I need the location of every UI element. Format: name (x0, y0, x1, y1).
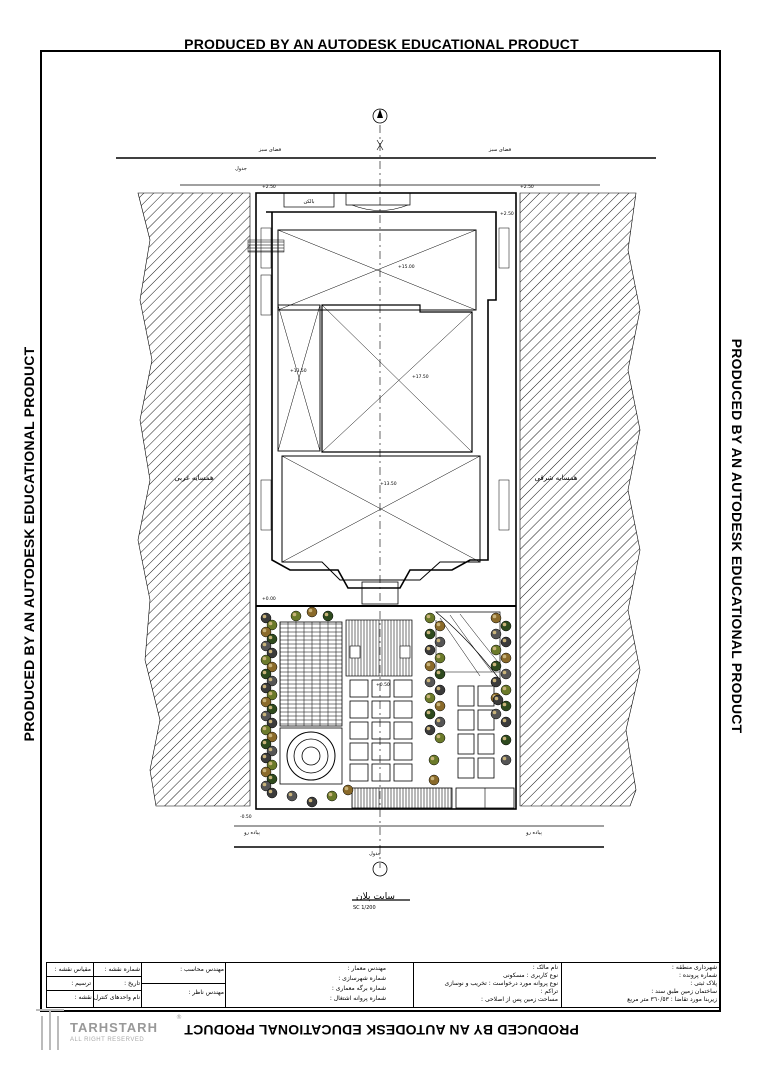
paving-tile (350, 764, 368, 781)
tree-highlight (493, 711, 497, 715)
roof-panel-west (278, 305, 320, 451)
tree-icon (291, 611, 301, 621)
central-paving (350, 680, 412, 781)
tree-highlight (263, 657, 267, 661)
roof-panel-center (322, 305, 472, 452)
tb-text: شماره شهرسازی : (338, 975, 386, 982)
logo-name: TARHSTARH (70, 1020, 158, 1035)
tree-icon (307, 607, 317, 617)
paving-tile (394, 701, 412, 718)
tree-icon (425, 693, 435, 703)
tree-icon (501, 637, 511, 647)
level-mark: +13.50 (290, 369, 307, 374)
title-block-col-municipality (561, 963, 721, 1007)
street-label-top-left: فضای سبز (258, 147, 282, 153)
tree-icon (491, 645, 501, 655)
tree-highlight (263, 699, 267, 703)
tree-icon (501, 735, 511, 745)
watermark-right: PRODUCED BY AN AUTODESK EDUCATIONAL PRODUCT (729, 338, 745, 734)
tree-highlight (493, 679, 497, 683)
tree-highlight (309, 799, 313, 803)
tree-icon (491, 613, 501, 623)
tree-icon (491, 677, 501, 687)
tree-highlight (437, 655, 441, 659)
level-mark: +15.00 (398, 265, 415, 270)
tree-highlight (263, 685, 267, 689)
tree-icon (501, 685, 511, 695)
paving-tile (458, 758, 474, 778)
tree-icon (491, 709, 501, 719)
paving-tile (350, 722, 368, 739)
tree-icon (501, 669, 511, 679)
west-deck (280, 622, 342, 726)
tree-highlight (269, 692, 273, 696)
tb-text: تراکم : (540, 988, 558, 995)
tree-highlight (269, 664, 273, 668)
tree-highlight (503, 703, 507, 707)
paving-tile (372, 764, 390, 781)
tb-text: نام مالک : (532, 964, 558, 971)
tree-icon (307, 797, 317, 807)
east-curved-garden (436, 612, 500, 680)
tree-highlight (437, 671, 441, 675)
tree-highlight (503, 671, 507, 675)
east-paving (458, 686, 494, 778)
title-block-col-engineers (141, 963, 226, 1007)
tree-highlight (269, 734, 273, 738)
tree-highlight (427, 695, 431, 699)
tree-icon (343, 785, 353, 795)
tree-highlight (503, 757, 507, 761)
sidewalk-right-label: پیاده رو (526, 830, 542, 836)
tree-highlight (263, 769, 267, 773)
tb-text: مهندس محاسب : (180, 966, 224, 973)
tree-highlight (431, 757, 435, 761)
level-mark: +2.50 (520, 185, 534, 190)
logo-subtitle: ALL RIGHT RESERVED (70, 1037, 145, 1043)
tree-highlight (325, 613, 329, 617)
roof-panel-north (278, 230, 476, 310)
tb-text: شماره برگه معماری : (331, 985, 386, 992)
tree-icon (425, 645, 435, 655)
tree-highlight (427, 679, 431, 683)
tree-highlight (289, 793, 293, 797)
tree-icon (435, 637, 445, 647)
tree-highlight (263, 755, 267, 759)
tb-text: تاریخ : (124, 980, 140, 987)
tree-icon (435, 621, 445, 631)
tree-highlight (269, 636, 273, 640)
tree-highlight (437, 623, 441, 627)
tree-highlight (263, 741, 267, 745)
level-mark: +13.50 (380, 482, 397, 487)
tree-highlight (493, 647, 497, 651)
paving-tile (372, 743, 390, 760)
paving-tile (394, 722, 412, 739)
paving-tile (394, 743, 412, 760)
tree-highlight (309, 609, 313, 613)
tree-highlight (263, 643, 267, 647)
tree-icon (501, 621, 511, 631)
tree-icon (323, 611, 333, 621)
tree-icon (267, 788, 277, 798)
watermark-bottom: PRODUCED BY AN AUTODESK EDUCATIONAL PRODUCT (184, 1022, 579, 1038)
paving-tile (350, 680, 368, 697)
tree-highlight (437, 687, 441, 691)
east-neighbor-label: همسایه شرقی (534, 474, 578, 482)
paving-tile (478, 734, 494, 754)
tree-icon (425, 677, 435, 687)
tree-highlight (269, 650, 273, 654)
tree-highlight (269, 706, 273, 710)
level-mark: +2.50 (500, 212, 514, 217)
tree-icon (501, 755, 511, 765)
tree-icon (491, 629, 501, 639)
tree-highlight (269, 678, 273, 682)
tb-text: ترسیم : (71, 980, 91, 987)
tree-highlight (263, 629, 267, 633)
watermark-left: PRODUCED BY AN AUTODESK EDUCATIONAL PRODUCT (21, 346, 37, 742)
level-mark: +17.50 (412, 375, 429, 380)
south-wall (352, 788, 452, 808)
street-label-top-right: فضای سبز (488, 147, 512, 153)
paving-tile (458, 710, 474, 730)
tree-highlight (263, 713, 267, 717)
title-block-col-owner (413, 963, 562, 1007)
tree-highlight (503, 655, 507, 659)
tree-highlight (495, 697, 499, 701)
tree-highlight (503, 639, 507, 643)
logo-mark-icon (34, 1006, 66, 1052)
tree-highlight (427, 647, 431, 651)
tree-highlight (437, 703, 441, 707)
tb-text: مقیاس نقشه : (54, 966, 91, 973)
paving-tile (458, 686, 474, 706)
tb-text: مهندس ناظر : (188, 989, 224, 996)
level-mark: +0.50 (376, 683, 390, 688)
tree-icon (425, 709, 435, 719)
tree-highlight (269, 748, 273, 752)
paving-tile (478, 758, 494, 778)
level-mark: +0.00 (262, 597, 276, 602)
paving-tile (372, 701, 390, 718)
tree-icon (491, 661, 501, 671)
tree-highlight (269, 622, 273, 626)
east-stairs (499, 228, 509, 530)
tree-highlight (493, 615, 497, 619)
tree-icon (493, 695, 503, 705)
tree-icon (435, 717, 445, 727)
tree-icon (429, 755, 439, 765)
tree-icon (435, 733, 445, 743)
paving-tile (350, 743, 368, 760)
tb-text: مهندس معمار : (347, 965, 386, 972)
tree-icon (425, 725, 435, 735)
watermark-top: PRODUCED BY AN AUTODESK EDUCATIONAL PRODUCT (184, 36, 579, 52)
tree-icon (435, 685, 445, 695)
tree-icon (501, 653, 511, 663)
tb-text: زیربنا مورد تقاضا : ٣٦٠/٥٣ متر مربع (627, 996, 717, 1003)
tb-text: شماره پروانه اشتغال : (329, 995, 386, 1002)
tb-text: مساحت زمین پس از اصلاحی : (481, 996, 558, 1003)
tree-highlight (427, 631, 431, 635)
title-block-col-architect (225, 963, 414, 1007)
tree-highlight (503, 623, 507, 627)
tarhstarh-logo (34, 1006, 184, 1052)
tree-highlight (493, 663, 497, 667)
tree-icon (435, 701, 445, 711)
tb-text: ساختمان زمین طبق سند : (651, 988, 717, 995)
tb-text: شهرداری منطقه : (671, 964, 717, 971)
paving-tile (394, 764, 412, 781)
tb-text: نوع کاربری : مسکونی (502, 972, 558, 979)
tree-highlight (269, 790, 273, 794)
tree-highlight (437, 719, 441, 723)
logo-registered: ® (176, 1014, 182, 1021)
central-stairs (346, 620, 412, 676)
sidewalk-left-label: پیاده رو (244, 830, 260, 836)
tb-text: شماره پرونده : (678, 972, 717, 979)
paving-tile (394, 680, 412, 697)
tree-highlight (269, 776, 273, 780)
paving-tile (350, 701, 368, 718)
tree-icon (501, 717, 511, 727)
tree-highlight (431, 777, 435, 781)
east-neighbor-hatch (520, 193, 640, 806)
tree-highlight (329, 793, 333, 797)
curb-label-bottom: جدول (369, 851, 381, 857)
tree-highlight (269, 762, 273, 766)
tree-icon (425, 613, 435, 623)
tree-icon (435, 653, 445, 663)
title-block (46, 962, 721, 1008)
tree-highlight (493, 631, 497, 635)
plan-title: سایت پلان (356, 892, 395, 902)
fountain (280, 728, 342, 784)
tree-highlight (269, 720, 273, 724)
tree-highlight (263, 615, 267, 619)
level-mark: +2.50 (262, 185, 276, 190)
curb-label-top: جدول (235, 166, 247, 172)
tb-text: نام واحدهای کنترل نقشه : (74, 994, 140, 1001)
tree-icon (429, 775, 439, 785)
tb-text: پلاک ثبتی : (690, 980, 717, 987)
tree-icon (425, 629, 435, 639)
tree-icon (327, 791, 337, 801)
level-mark: -0.50 (240, 815, 252, 820)
tree-highlight (427, 615, 431, 619)
tree-highlight (293, 613, 297, 617)
tree-highlight (503, 737, 507, 741)
tb-text: شماره نقشه : (104, 966, 140, 973)
tree-highlight (437, 735, 441, 739)
west-neighbor-label: همسایه غربی (174, 474, 214, 482)
tree-highlight (263, 671, 267, 675)
tree-highlight (427, 663, 431, 667)
paving-tile (372, 722, 390, 739)
tree-highlight (263, 727, 267, 731)
tree-highlight (437, 639, 441, 643)
west-neighbor-hatch (138, 193, 250, 806)
plan-scale: SC 1/200 (353, 905, 376, 911)
tree-highlight (345, 787, 349, 791)
tb-text: نوع پروانه مورد درخواست : تخریب و نوسازی (444, 980, 558, 987)
roof-panel-south (282, 456, 480, 580)
tree-highlight (427, 727, 431, 731)
tree-highlight (427, 711, 431, 715)
tree-highlight (263, 783, 267, 787)
tree-icon (435, 669, 445, 679)
west-stairs (248, 228, 284, 530)
tree-highlight (503, 687, 507, 691)
tree-icon (425, 661, 435, 671)
paving-tile (458, 734, 474, 754)
tree-icon (287, 791, 297, 801)
balcony-label: بالکن (303, 199, 315, 205)
tree-highlight (503, 719, 507, 723)
